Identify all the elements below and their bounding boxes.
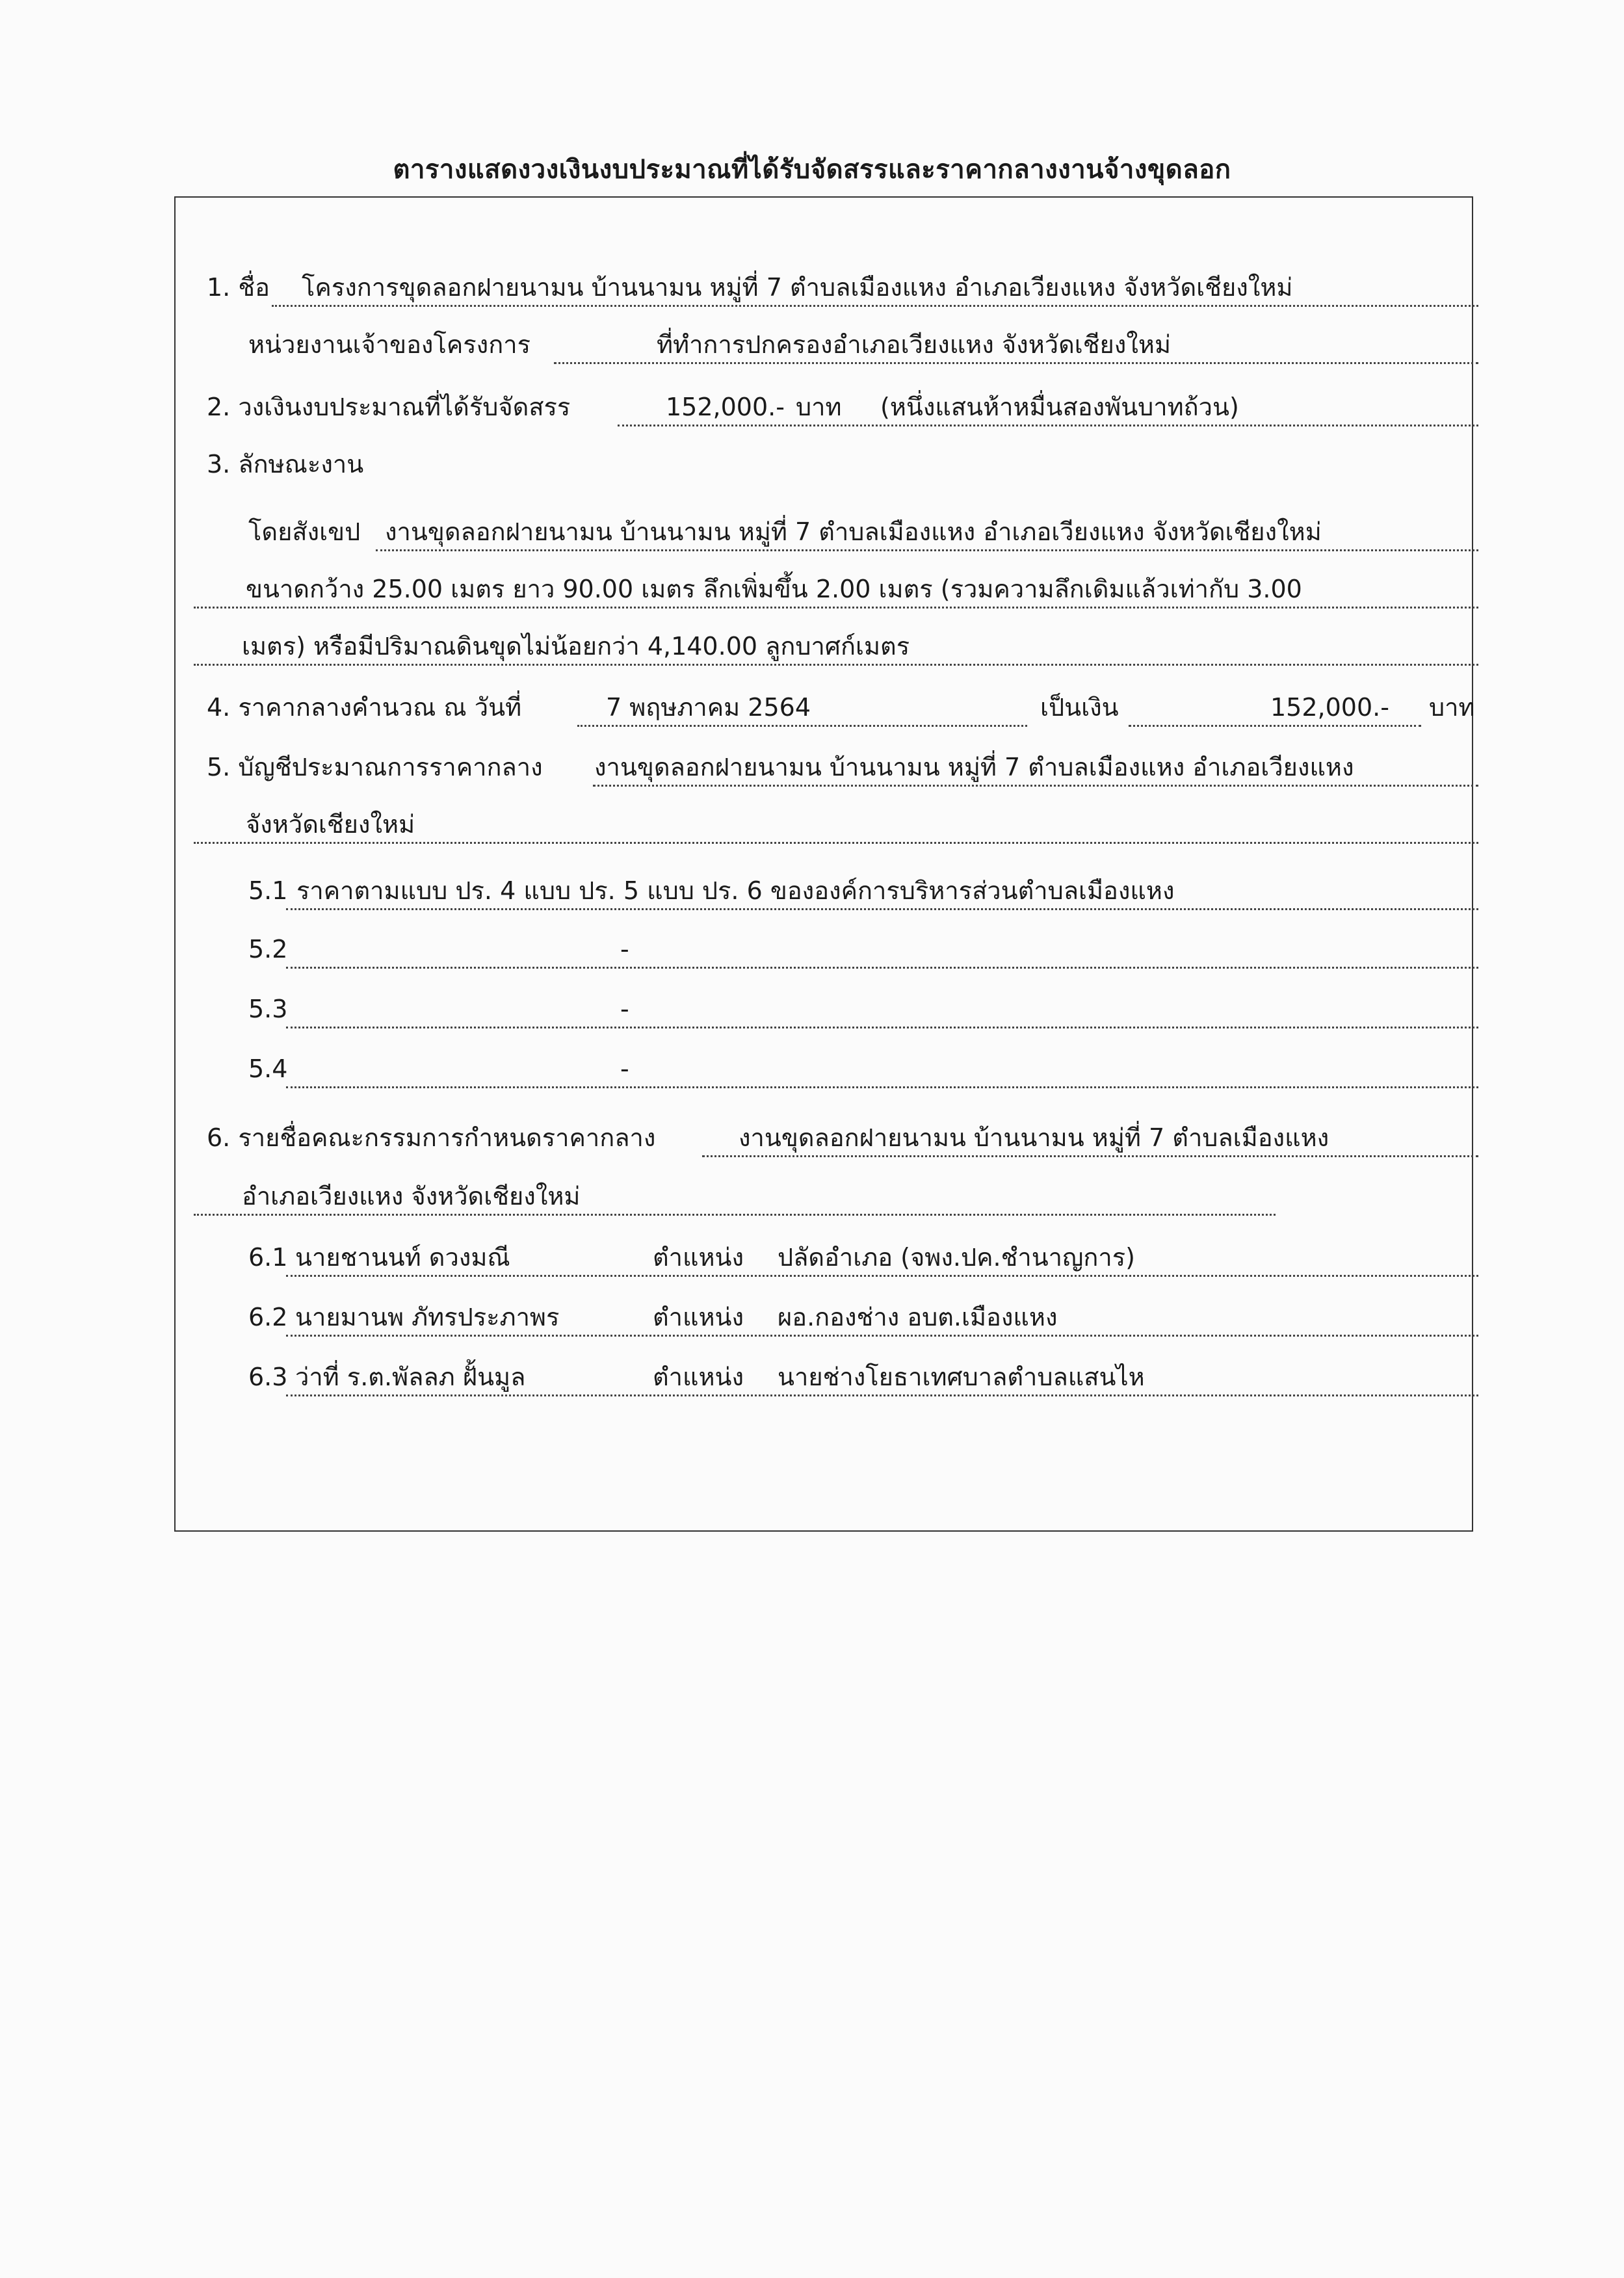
item5-sub-num: 5.4 — [248, 1054, 288, 1083]
member-row — [0, 1238, 1624, 1277]
item3-line2-row — [0, 570, 1624, 609]
item2-unit: บาท — [796, 393, 842, 421]
item5-sub-field — [286, 989, 1478, 1028]
member-name: นายชานนท์ ดวงมณี — [295, 1243, 510, 1272]
item1-row — [0, 268, 1624, 307]
item3-row — [0, 445, 1624, 484]
item3-line2-field — [194, 570, 1478, 609]
member-position: นายช่างโยธาเทศบาลตำบลแสนไห — [778, 1363, 1145, 1391]
member-field — [286, 1238, 1478, 1277]
item2-label: 2. วงเงินงบประมาณที่ได้รับจัดสรร — [207, 393, 571, 421]
item6-label: 6. รายชื่อคณะกรรมการกำหนดราคากลาง — [207, 1123, 656, 1152]
member-position: ผอ.กองช่าง อบต.เมืองแหง — [778, 1303, 1058, 1331]
member-row — [0, 1298, 1624, 1337]
item2-field — [618, 387, 1478, 426]
item5-value2: จังหวัดเชียงใหม่ — [246, 810, 415, 839]
item5-sub-row — [0, 871, 1624, 910]
member-num: 6.2 — [248, 1303, 288, 1331]
item3-line2: ขนาดกว้าง 25.00 เมตร ยาว 90.00 เมตร ลึกเพิ่มขึ้น 2.00 เมตร (รวมความลึกเดิมแล้วเท่ากับ 3.00 — [246, 575, 1302, 603]
member-position-label: ตำแหน่ง — [653, 1243, 744, 1272]
item1-owner-field — [554, 325, 1478, 364]
item5-sub-row — [0, 989, 1624, 1028]
item5-sub-text: - — [620, 995, 629, 1023]
item5-sub-row — [0, 1049, 1624, 1088]
member-num: 6.3 — [248, 1363, 288, 1391]
item3-label: 3. ลักษณะงาน — [207, 450, 364, 478]
item6-cont-row — [0, 1177, 1624, 1216]
item3-line1: งานขุดลอกฝายนามน บ้านนามน หมู่ที่ 7 ตำบลเมืองแหง อำเภอเวียงแหง จังหวัดเชียงใหม่ — [385, 517, 1322, 546]
item1-owner-value: ที่ทำการปกครองอำเภอเวียงแหง จังหวัดเชียงใหม่ — [657, 330, 1172, 359]
item2-amount: 152,000.- — [666, 393, 785, 421]
item6-cont-field — [194, 1177, 1276, 1216]
item5-sub-text: - — [620, 935, 629, 963]
item5-cont-field — [194, 805, 1478, 844]
item2-row — [0, 387, 1624, 426]
member-field — [286, 1357, 1478, 1396]
item4-label: 4. ราคากลางคำนวณ ณ วันที่ — [207, 693, 522, 722]
item5-row — [0, 748, 1624, 787]
item1-field — [272, 268, 1478, 307]
member-name: นายมานพ ภัทรประภาพร — [295, 1303, 560, 1331]
item5-value1: งานขุดลอกฝายนามน บ้านนามน หมู่ที่ 7 ตำบลเมืองแหง อำเภอเวียงแหง — [594, 753, 1354, 781]
item5-sub-text: ราคาตามแบบ ปร. 4 แบบ ปร. 5 แบบ ปร. 6 ขององค์การบริหารส่วนตำบลเมืองแหง — [296, 876, 1175, 905]
item6-row — [0, 1118, 1624, 1157]
item4-amount-field — [1129, 688, 1421, 727]
item5-cont-row — [0, 805, 1624, 844]
item3-line3-field — [194, 627, 1478, 666]
item5-sub-num: 5.3 — [248, 995, 288, 1023]
item5-sub-field — [286, 871, 1478, 910]
item5-sub-field — [286, 1049, 1478, 1088]
item3-line1-row — [0, 512, 1624, 551]
item1-label: 1. ชื่อ — [207, 273, 270, 302]
document-title: ตารางแสดงวงเงินงบประมาณที่ได้รับจัดสรรและราคากลางงานจ้างขุดลอก — [393, 155, 1231, 185]
item3-summary-label: โดยสังเขป — [248, 517, 361, 546]
item6-value1: งานขุดลอกฝายนามน บ้านนามน หมู่ที่ 7 ตำบลเมืองแหง — [739, 1123, 1329, 1152]
member-name: ว่าที่ ร.ต.พัลลภ ฝั้นมูล — [295, 1363, 526, 1391]
item6-value2: อำเภอเวียงแหง จังหวัดเชียงใหม่ — [242, 1182, 581, 1211]
item5-sub-num: 5.2 — [248, 935, 288, 963]
item4-date: 7 พฤษภาคม 2564 — [606, 693, 811, 722]
item1-owner-label: หน่วยงานเจ้าของโครงการ — [248, 330, 530, 359]
member-row — [0, 1357, 1624, 1396]
item2-amount-text: (หนึ่งแสนห้าหมื่นสองพันบาทถ้วน) — [880, 393, 1239, 421]
item4-unit: บาท — [1429, 693, 1475, 722]
item3-line1-field — [376, 512, 1478, 551]
member-field — [286, 1298, 1478, 1337]
item6-field — [702, 1118, 1478, 1157]
item4-row — [0, 688, 1624, 727]
member-position: ปลัดอำเภอ (จพง.ปค.ชำนาญการ) — [778, 1243, 1135, 1272]
member-num: 6.1 — [248, 1243, 288, 1272]
member-position-label: ตำแหน่ง — [653, 1303, 744, 1331]
item5-sub-text: - — [620, 1054, 629, 1083]
member-position-label: ตำแหน่ง — [653, 1363, 744, 1391]
item1-owner-row — [0, 325, 1624, 364]
item4-amount: 152,000.- — [1270, 693, 1389, 722]
item4-amount-label: เป็นเงิน — [1040, 693, 1119, 722]
item3-line3: เมตร) หรือมีปริมาณดินขุดไม่น้อยกว่า 4,140.00 ลูกบาศก์เมตร — [242, 632, 910, 661]
item5-sub-row — [0, 930, 1624, 969]
item4-date-field — [577, 688, 1027, 727]
item5-field — [593, 748, 1478, 787]
item5-label: 5. บัญชีประมาณการราคากลาง — [207, 753, 543, 781]
item5-sub-num: 5.1 — [248, 876, 288, 905]
item1-value: โครงการขุดลอกฝายนามน บ้านนามน หมู่ที่ 7 ตำบลเมืองแหง อำเภอเวียงแหง จังหวัดเชียงใหม่ — [302, 273, 1293, 302]
item5-sub-field — [286, 930, 1478, 969]
item3-line3-row — [0, 627, 1624, 666]
